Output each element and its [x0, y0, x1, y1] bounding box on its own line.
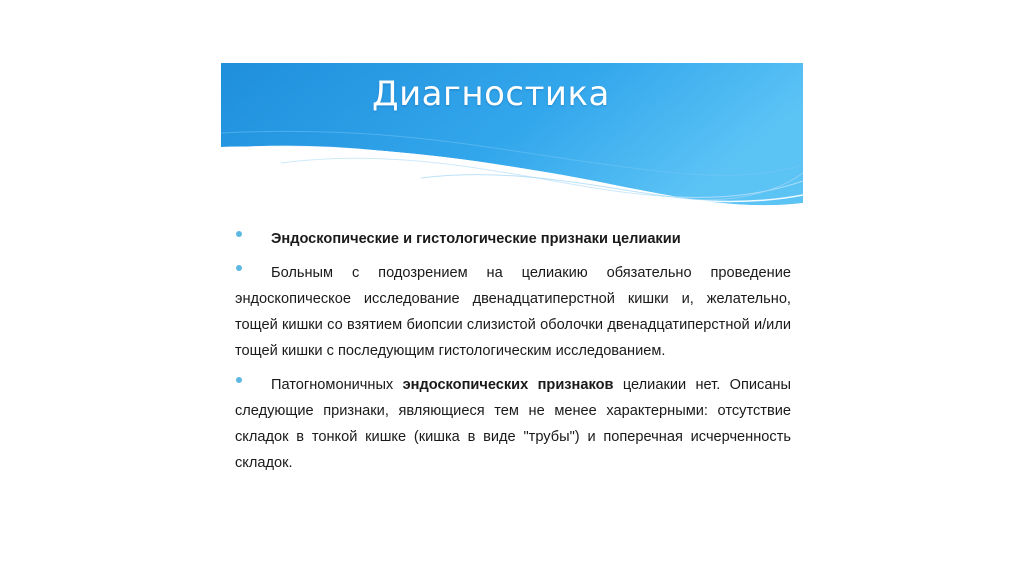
slide-title: Диагностика	[372, 74, 610, 114]
signs-text-bold: эндоскопических признаков	[402, 377, 614, 393]
list-item	[235, 260, 791, 364]
bullet-dot-icon	[236, 377, 242, 383]
bullet-dot-icon	[236, 265, 242, 271]
bullet-text-heading: Эндоскопические и гистологические признаки целиакии	[271, 231, 681, 247]
signs-text-part2: целиакии нет. Описаны следующие признаки, являющиеся тем не менее характерными: отсутствие складок в тонкой кишке (кишка в виде "трубы") и поперечная исчерченность складок.	[235, 377, 791, 471]
title-banner	[221, 63, 803, 213]
signs-text-part1: Патогномоничных	[271, 377, 403, 393]
slide	[221, 63, 803, 503]
bullet-text-signs	[235, 372, 791, 476]
list-item	[235, 372, 791, 476]
bullet-text-biopsy: Больным с подозрением на целиакию обязательно проведение эндоскопическое исследование двенадцатиперстной кишки и, желательно, тощей кишки со взятием биопсии слизистой оболочки двенадцатиперстной и/или тощей кишки с последующим гистологическим исследованием.	[235, 265, 791, 359]
bullet-list	[235, 226, 791, 484]
bullet-dot-icon	[236, 231, 242, 237]
list-item	[235, 226, 791, 252]
